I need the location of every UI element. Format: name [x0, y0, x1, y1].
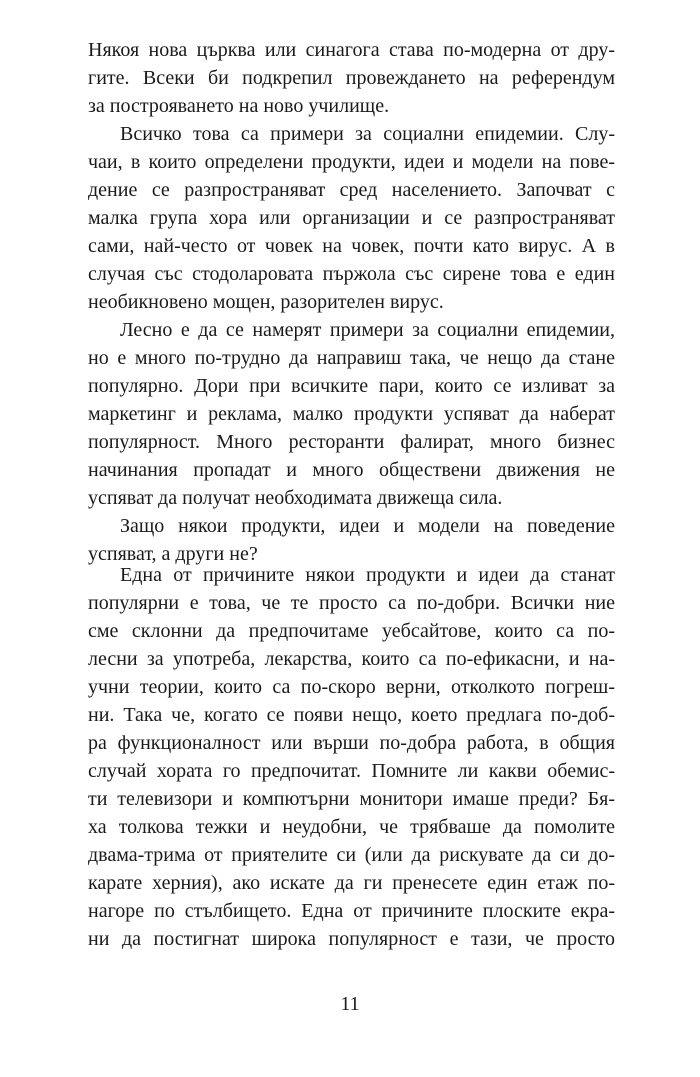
- text-line: двама-трима от приятелите си (или да рискувате да си до-: [88, 844, 615, 866]
- text-line: Всичко това са примери за социални епидемии. Слу-: [120, 123, 615, 145]
- text-line: ха толкова тежки и неудобни, че трябваше да помолите: [88, 816, 615, 838]
- text-line: популярност. Много ресторанти фалират, много бизнес: [88, 431, 615, 453]
- text-line: сами, най-често от човек на човек, почти като вирус. А в: [88, 235, 615, 257]
- text-line: Лесно е да се намерят примери за социални епидемии,: [120, 319, 615, 341]
- text-line: маркетинг и реклама, малко продукти успяват да наберат: [88, 403, 615, 425]
- text-line: сме склонни да предпочитаме уебсайтове, които са по-: [88, 620, 615, 642]
- page-number: 11: [340, 993, 360, 1015]
- text-line: дение се разпространяват сред населението. Започват с: [88, 179, 615, 201]
- text-line: необикновено мощен, разорителен вирус.: [88, 291, 444, 313]
- text-line: карате херния), ако искате да ги пренесете един етаж по-: [88, 872, 615, 894]
- text-block-1: [88, 36, 615, 568]
- text-block-2: [88, 561, 615, 953]
- text-line: успяват, а други не?: [88, 543, 258, 565]
- text-line: ни. Така че, когато се появи нещо, което предлага по-доб-: [88, 704, 615, 726]
- text-line: случая със стодоларовата пържола със сирене това е един: [88, 263, 615, 285]
- text-line: гите. Всеки би подкрепил провеждането на референдум: [88, 67, 615, 89]
- text-line: лесни за употреба, лекарства, които са по-ефикасни, и на-: [88, 648, 615, 670]
- text-line: популярни е това, че те просто са по-добри. Всички ние: [88, 592, 615, 614]
- text-line: ти телевизори и компютърни монитори имаше преди? Бя-: [88, 788, 615, 810]
- text-line: малка група хора или организации и се разпространяват: [88, 207, 615, 229]
- text-line: нагоре по стълбището. Една от причините плоските екра-: [88, 900, 615, 922]
- text-line: популярно. Дори при всичките пари, които се изливат за: [88, 375, 615, 397]
- text-line: случай хората го предпочитат. Помните ли какви обемис-: [88, 760, 615, 782]
- text-line: но е много по-трудно да направиш така, че нещо да стане: [88, 347, 615, 369]
- text-line: Една от причините някои продукти и идеи да станат: [120, 564, 615, 586]
- text-line: ни да постигнат широка популярност е тази, че просто: [88, 928, 615, 950]
- text-line: чаи, в които определени продукти, идеи и модели на пове-: [88, 151, 615, 173]
- text-line: Защо някои продукти, идеи и модели на поведение: [120, 515, 615, 537]
- text-line: Някоя нова църква или синагога става по-модерна от дру-: [88, 39, 615, 61]
- text-line: успяват да получат необходимата движеща сила.: [88, 487, 503, 509]
- text-line: ра функционалност или върши по-добра работа, в общия: [88, 732, 615, 754]
- text-line: за построяването на ново училище.: [88, 95, 390, 117]
- text-line: учни теории, които са по-скоро верни, отколкото погреш-: [88, 676, 615, 698]
- text-line: начинания пропадат и много обществени движения не: [88, 459, 615, 481]
